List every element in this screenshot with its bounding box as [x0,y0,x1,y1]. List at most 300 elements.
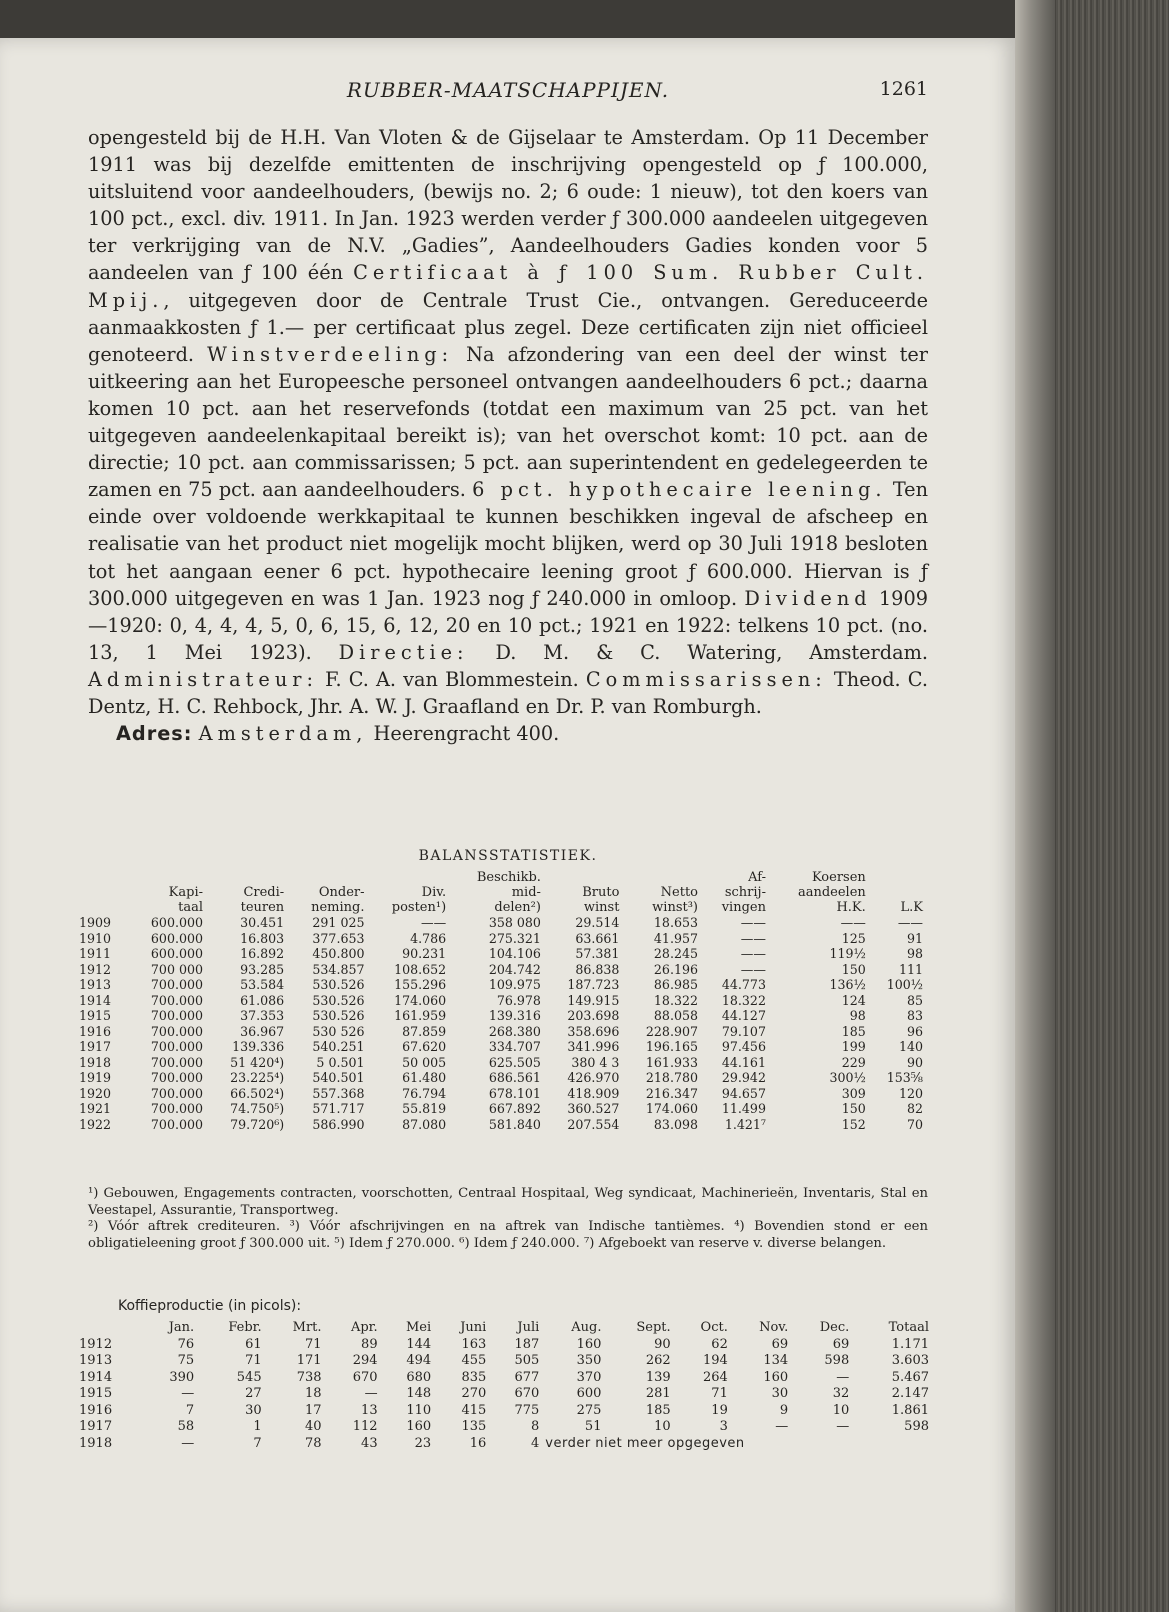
balans-cell: 16.803 [240,930,285,946]
balans-cell: 300½ [829,1070,866,1085]
koffie-cell: 43 [361,1435,378,1451]
balans-cell: 124 [841,992,866,1008]
balans-cell: 155.296 [394,977,447,992]
balans-cell: 76.978 [496,992,541,1008]
balans-cell: 26.196 [653,961,698,977]
koffie-cell: 194 [703,1353,728,1368]
balans-column-header: Bruto winst [582,885,620,915]
koffie-column-header: Apr. [350,1320,378,1335]
balans-cell: 98 [906,946,923,961]
balans-cell: 18.322 [721,992,766,1008]
footnotes [88,1186,928,1252]
balans-cell: 66.502⁴) [230,1085,285,1101]
balans-cell: 57.381 [575,946,620,961]
koffie-column-header: Oct. [700,1320,728,1335]
balans-cell: 275.321 [488,930,541,946]
koffie-cell: 160 [763,1369,789,1385]
koffie-cell: 32 [832,1386,850,1401]
balans-cell: 11.499 [721,1101,766,1116]
balans-cell: 600.000 [150,915,204,930]
koffie-cell: 294 [352,1353,378,1368]
koffie-cell: — [836,1419,850,1434]
balans-row [76,946,926,962]
balans-cell: 18.653 [653,915,698,930]
balans-cell: 74.750⁵) [230,1101,285,1116]
koffie-column-header: Juni [460,1320,487,1335]
koffie-cell: — [364,1386,378,1401]
koffie-cell: 598 [904,1419,929,1434]
koffie-cell: 600 [576,1386,602,1401]
book-page-edges [1015,0,1169,1612]
koffie-year: 1913 [79,1353,113,1368]
balans-cell: 586.990 [312,1116,365,1132]
balans-cell: 557.368 [312,1085,365,1101]
koffie-row [76,1419,932,1436]
koffie-cell: 27 [245,1386,262,1401]
balans-cell: 87.080 [402,1116,447,1132]
balans-cell: 380 4 3 [571,1054,620,1070]
balans-column-header: Netto winst³) [652,885,698,915]
balans-year: 1918 [79,1054,112,1070]
koffie-cell: 281 [645,1386,671,1401]
balans-cell: 109.975 [488,977,541,992]
balans-cell: 426.970 [567,1070,620,1085]
balans-cell: 174.060 [394,992,447,1008]
koffie-cell: 670 [514,1386,540,1401]
balans-cell: 85 [906,992,923,1008]
balans-cell: 530.526 [312,992,365,1008]
text-dividend: 1909—1920: 0, 4, 4, 4, 5, 0, 6, 15, 6, 12, 20 en 10 pct.; 1921 en 1922: telkens 10 pct. (no. 13, 1 Mei 1923). [88,586,928,664]
balans-cell: 530.526 [312,1008,365,1023]
balans-cell: 90 [906,1054,923,1070]
address-street: Heerengracht 400. [373,722,560,746]
koffie-cell: 3.603 [891,1353,929,1368]
description-paragraph [88,124,928,720]
balans-cell: 136½ [829,977,866,992]
koffie-row [76,1386,932,1403]
koffie-cell: — [181,1435,195,1451]
koffie-cell: 680 [406,1369,432,1385]
balans-cell: 700.000 [150,1008,204,1023]
koffie-year: 1914 [79,1369,113,1385]
balans-cell: 174.060 [645,1101,698,1116]
balans-row [76,1101,926,1117]
balans-cell: 161.933 [645,1054,698,1070]
balans-cell: 44.127 [721,1008,766,1023]
balans-row [76,1117,926,1133]
koffie-cell: 738 [296,1369,322,1385]
koffie-cell: 61 [245,1336,262,1352]
koffie-year: 1916 [79,1402,113,1418]
balans-cell: 418.909 [567,1085,620,1101]
koffie-cell: 90 [654,1336,671,1352]
balans-cell: 700.000 [150,1039,204,1054]
koffie-cell: 78 [304,1435,322,1451]
koffie-cell: 112 [352,1419,378,1434]
koffie-cell: 30 [245,1402,262,1418]
koffie-cell: 148 [406,1386,432,1401]
balans-cell: 90.231 [402,946,447,961]
balans-column-header: Div. posten¹) [391,885,447,915]
running-title: RUBBER-MAATSCHAPPIJEN. [346,78,670,102]
balans-row [76,915,926,931]
balans-cell: 153⅝ [886,1070,923,1085]
page-number: 1261 [879,78,928,100]
balans-cell: 98 [849,1008,866,1023]
koffie-column-header: Aug. [571,1320,602,1335]
running-header [88,78,928,108]
koffie-cell: — [775,1419,789,1434]
balans-cell: 700.000 [150,1101,204,1116]
koffie-cell: 62 [711,1336,728,1352]
balans-cell: 108.652 [394,961,447,977]
balans-cell: 30.451 [240,915,285,930]
balans-cell: 96 [906,1023,923,1039]
balans-cell: 16.892 [240,946,285,961]
balans-cell: 37.353 [240,1008,285,1023]
balans-cell: 36.967 [240,1023,285,1039]
balans-cell: 93.285 [240,961,285,977]
address-city: Amsterdam, [198,722,368,746]
koffie-cell: 2.147 [891,1386,929,1401]
koffie-cell: 134 [763,1353,789,1368]
koffie-cell: 390 [169,1369,195,1385]
koffie-cell: 10 [832,1402,850,1418]
balans-year: 1915 [79,1008,112,1023]
koffie-cell: 370 [576,1369,602,1385]
balans-cell: 700.000 [150,1085,204,1101]
koffie-column-header: Mei [405,1320,432,1335]
balans-cell: 150 [841,961,866,977]
balans-cell: 377.653 [312,930,365,946]
text-winstverdeeling: Na afzondering van een deel der winst ter uitkeering aan het Europeesche personeel ontvangen aandeelhouders 6 pct.; daarna komen 10 pct. aan het reservefonds (totdat een maximum van 25 pct. van het uitgegeven aandeelenkapitaal bereikt is); van het overschot komt: 10 pct. aan de directie; 10 pct. aan commissarissen; 5 pct. aan superintendent en gedelegeerden te zamen en 75 pct. aan aandeelhouders. [88,342,928,502]
koffie-year: 1918 [79,1435,113,1451]
balans-cell: 82 [906,1101,923,1116]
balans-cell: 29.514 [575,915,620,930]
balans-cell: 204.742 [488,961,541,977]
text-hypothecaire-leening: Ten einde over voldoende werkkapitaal te kunnen beschikken ingeval de afscheep en realisatie van het product niet mogelijk mocht blijken, werd op 30 Juli 1918 besloten tot het aangaan eener 6 pct. hypothecaire leening groot ƒ 600.000. Hiervan is ƒ 300.000 uitgegeven en was 1 Jan. 1923 nog ƒ 240.000 in omloop. [88,478,929,610]
balans-cell: 152 [841,1116,866,1132]
balans-cell: 4.786 [410,930,447,946]
balans-cell: 44.773 [721,977,766,992]
balans-column-header: Credi- teuren [240,885,285,915]
balans-cell: 161.959 [394,1008,447,1023]
koffie-cell: 160 [406,1419,432,1434]
book-page [0,38,1015,1612]
koffie-cell: 670 [352,1369,378,1385]
balans-header-row [76,870,926,915]
balans-cell: 18.322 [653,992,698,1008]
balans-cell: 91 [906,930,923,946]
koffie-year: 1912 [79,1336,113,1352]
balans-row [76,977,926,993]
balans-year: 1917 [79,1039,112,1054]
balans-cell: 88.058 [653,1008,698,1023]
balans-year: 1912 [79,961,112,977]
balans-year: 1910 [79,930,112,946]
balans-cell: 23.225⁴) [230,1070,285,1085]
koffie-cell: 598 [824,1353,850,1368]
balans-year: 1921 [79,1101,112,1116]
balans-title: BALANSSTATISTIEK. [418,848,598,864]
balans-cell: 104.106 [488,946,541,961]
balans-column-header: L.K [900,900,923,915]
koffie-cell: 5.467 [891,1369,929,1385]
koffie-cell: 163 [461,1336,487,1352]
balans-cell: 119½ [829,946,866,961]
koffie-cell: 135 [461,1419,487,1434]
balans-cell: 120 [898,1085,923,1101]
koffie-cell: 187 [514,1336,540,1352]
balans-year: 1911 [79,946,112,961]
koffie-cell: 7 [253,1435,262,1451]
koffie-cell: 144 [406,1336,432,1352]
koffie-column-header: Dec. [819,1320,850,1335]
balans-column-header: Kapi- taal [168,885,204,915]
balans-cell: —— [740,915,766,930]
scan-top-edge [0,0,1169,38]
balans-cell: —— [740,930,766,946]
koffie-cell: 545 [236,1369,262,1385]
koffie-cell: 775 [514,1402,540,1418]
label-directie: Directie: [338,640,469,664]
balans-cell: 125 [841,930,866,946]
koffie-cell: 8 [530,1419,540,1434]
balans-cell: 334.707 [488,1039,541,1054]
balans-cell: 600.000 [150,930,204,946]
balans-body [76,915,926,1132]
balans-cell: 360.527 [567,1101,620,1116]
balans-cell: 540.251 [312,1039,365,1054]
balans-cell: 581.840 [488,1116,541,1132]
balans-cell: 700.000 [150,1070,204,1085]
koffie-row [76,1403,932,1420]
balans-row [76,1024,926,1040]
balans-cell: 207.554 [567,1116,620,1132]
koffie-cell: 677 [514,1369,540,1385]
balans-cell: 29.942 [721,1070,766,1085]
koffie-header-row [76,1320,932,1337]
koffie-cell: 1.861 [891,1402,929,1418]
koffie-cell: 71 [304,1336,322,1352]
koffie-cell: 185 [645,1402,671,1418]
balans-cell: 150 [841,1101,866,1116]
koffie-year: 1915 [79,1386,113,1401]
koffie-cell: — [836,1369,850,1385]
balans-cell: 28.245 [653,946,698,961]
balans-cell: 100½ [886,977,923,992]
koffie-cell: 110 [406,1402,432,1418]
koffie-body [76,1337,932,1453]
company-description [88,124,928,747]
balans-row [76,1086,926,1102]
balans-year: 1916 [79,1023,112,1039]
balans-cell: 185 [841,1023,866,1039]
balans-cell: 309 [841,1085,866,1101]
koffie-cell: 264 [703,1369,728,1385]
balans-row [76,962,926,978]
koffie-year: 1917 [79,1419,113,1434]
koffie-cell: 58 [177,1419,195,1434]
balans-cell: 94.657 [721,1085,766,1101]
label-winstverdeeling: Winstverdeeling: [207,342,454,366]
address-line [88,720,928,747]
label-dividend: Dividend [744,586,872,610]
balans-cell: 341.996 [567,1039,620,1054]
koffie-column-header: Nov. [759,1320,789,1335]
balans-cell: 76.794 [402,1085,447,1101]
koffie-column-header: Totaal [888,1320,929,1335]
balans-row [76,1008,926,1024]
balans-column-header: Koersen aandeelen H.K. [797,870,866,915]
balans-cell: 79.107 [721,1023,766,1039]
balans-cell: 218.780 [645,1070,698,1085]
balans-column-header: Onder- neming. [311,885,365,915]
koffie-cell: 89 [361,1336,378,1352]
text-commissarissen: Theod. C. Dentz, H. C. Rehbock, Jhr. A. W. J. Graafland en Dr. P. van Romburgh. [88,667,928,718]
balans-cell: 83 [906,1008,923,1023]
balans-row [76,1055,926,1071]
koffie-column-header: Mrt. [292,1320,322,1335]
balans-cell: 358.696 [567,1023,620,1039]
koffie-cell: 350 [576,1353,602,1368]
koffie-cell: 16 [469,1435,487,1451]
balans-year: 1919 [79,1070,112,1085]
balans-row [76,931,926,947]
balans-cell: 70 [906,1116,923,1132]
balans-cell: 5 0.501 [316,1054,365,1070]
koffie-cell: 51 [584,1419,602,1434]
balans-cell: 55.819 [402,1101,447,1116]
koffie-cell: 160 [576,1336,602,1352]
balans-cell: 268.380 [488,1023,541,1039]
koffie-column-header: Juli [517,1320,540,1335]
balans-cell: 63.661 [575,930,620,946]
koffie-cell: 76 [177,1336,195,1352]
koffie-cell: 275 [576,1402,602,1418]
text-directie: D. M. & C. Watering, Amsterdam. [495,640,928,664]
koffie-cell: 3 [719,1419,728,1434]
text-emission: opengesteld bij de H.H. Van Vloten & de Gijselaar te Amsterdam. Op 11 December 1911 was bij dezelfde emittenten de inschrijving opengesteld op ƒ 100.000, uitsluitend voor aandeelhouders, (bewijs no. 2; 6 oude: 1 nieuw), tot den koers van 100 pct., excl. div. 1911. In Jan. 1923 werden verder ƒ 300.000 aandeelen uitgegeven ter verkrijging van de N.V. „Gadies”, Aandeelhouders Gadies konden voor 5 aandeelen van ƒ 100 één [88,126,928,285]
koffie-row [76,1353,932,1370]
balans-cell: 140 [898,1039,923,1054]
koffie-cell: 71 [245,1353,262,1368]
footnote-1: ¹) Gebouwen, Engagements contracten, voorschotten, Centraal Hospitaal, Weg syndicaat, Machinerieën, Inventaris, Stal en Veestapel, Assurantie, Transportweg. [88,1186,928,1218]
balans-cell: 203.698 [567,1008,620,1023]
balans-cell: 41.957 [653,930,698,946]
balans-cell: 97.456 [721,1039,766,1054]
balans-cell: 700.000 [150,1054,204,1070]
balans-column-header: Beschikb. mid- delen²) [476,870,541,915]
balans-cell: 540.501 [312,1070,365,1085]
koffie-column-header: Jan. [168,1320,195,1335]
balans-cell: 625.505 [488,1054,541,1070]
koffie-cell: 1 [253,1419,262,1434]
koffie-cell: 19 [711,1402,728,1418]
balans-cell: 700 000 [150,961,204,977]
balans-cell: 228.907 [645,1023,698,1039]
koffie-cell: 40 [304,1419,322,1434]
balans-cell: 196.165 [645,1039,698,1054]
balans-cell: 700.000 [150,1023,204,1039]
balans-row [76,1039,926,1055]
koffie-cell: 415 [461,1402,487,1418]
balans-cell: 139.336 [232,1039,285,1054]
balans-cell: —— [420,915,447,930]
balans-cell: 216.347 [645,1085,698,1101]
balans-cell: 571.717 [312,1101,365,1116]
koffie-column-header: Febr. [228,1320,262,1335]
balans-cell: 51 420⁴) [230,1054,285,1070]
balans-year: 1913 [79,977,112,992]
balans-cell: —— [840,915,866,930]
balans-year: 1920 [79,1085,112,1101]
balans-cell: 700.000 [150,1116,204,1132]
koffie-cell: 23 [414,1435,432,1451]
balans-cell: 600.000 [150,946,204,961]
koffie-table [76,1320,932,1452]
balans-cell: 149.915 [567,992,620,1008]
balans-cell: 530.526 [312,977,365,992]
koffie-cell: 171 [296,1353,322,1368]
koffie-cell: 1.171 [891,1336,929,1352]
koffie-column-header [76,1320,143,1337]
balans-cell: 291 025 [312,915,365,930]
balans-cell: 678.101 [488,1085,541,1101]
koffie-cell: 69 [771,1336,789,1352]
koffie-cell: — [181,1386,195,1401]
balans-cell: 111 [898,961,923,977]
balans-cell: 50 005 [402,1054,447,1070]
balans-row [76,1070,926,1086]
balans-cell: 450.800 [312,946,365,961]
koffie-cell: 9 [779,1402,789,1418]
balans-year: 1909 [79,915,112,930]
balans-cell: 667.892 [488,1101,541,1116]
text-administrateur: F. C. A. van Blommestein. [325,667,579,691]
footnote-2: ²) Vóór aftrek crediteuren. ³) Vóór afschrijvingen en na aftrek van Indische tantièmes. ⁴) Bovendien stond er een obligatieleening groot ƒ 300.000 uit. ⁵) Idem ƒ 270.000. ⁶) Idem ƒ 240.000. ⁷) Afgeboekt van reserve v. diverse belangen. [88,1219,928,1251]
koffie-cell: 13 [361,1402,378,1418]
koffie-cell: 494 [406,1353,432,1368]
balans-row [76,993,926,1009]
koffie-cell: 69 [832,1336,850,1352]
koffie-cell: 262 [645,1353,671,1368]
balans-cell: 700.000 [150,992,204,1008]
balans-cell: 67.620 [402,1039,447,1054]
balans-cell: —— [897,915,923,930]
koffie-cell: 75 [177,1353,195,1368]
koffie-cell: 270 [461,1386,487,1401]
balans-cell: 700.000 [150,977,204,992]
balans-cell: 86.838 [575,961,620,977]
balans-cell: 61.086 [240,992,285,1008]
koffie-cell: 71 [711,1386,728,1401]
balans-cell: 87.859 [402,1023,447,1039]
koffie-row [76,1337,932,1354]
balans-column-header: Af- schrij- vingen [721,870,766,915]
balans-table [76,870,926,1132]
balans-cell: 534.857 [312,961,365,977]
koffie-title: Koffieproductie (in picols): [118,1298,302,1314]
balans-cell: —— [740,961,766,977]
balans-cell: 139.316 [488,1008,541,1023]
koffie-cell: 10 [654,1419,671,1434]
balans-year: 1922 [79,1116,112,1132]
label-hypothecaire-leening: 6 pct. hypothecaire leening. [472,478,887,502]
label-adres: Adres: [116,722,193,746]
koffie-note: verder niet meer opgegeven [545,1435,745,1451]
koffie-cell: 4 [530,1435,540,1451]
